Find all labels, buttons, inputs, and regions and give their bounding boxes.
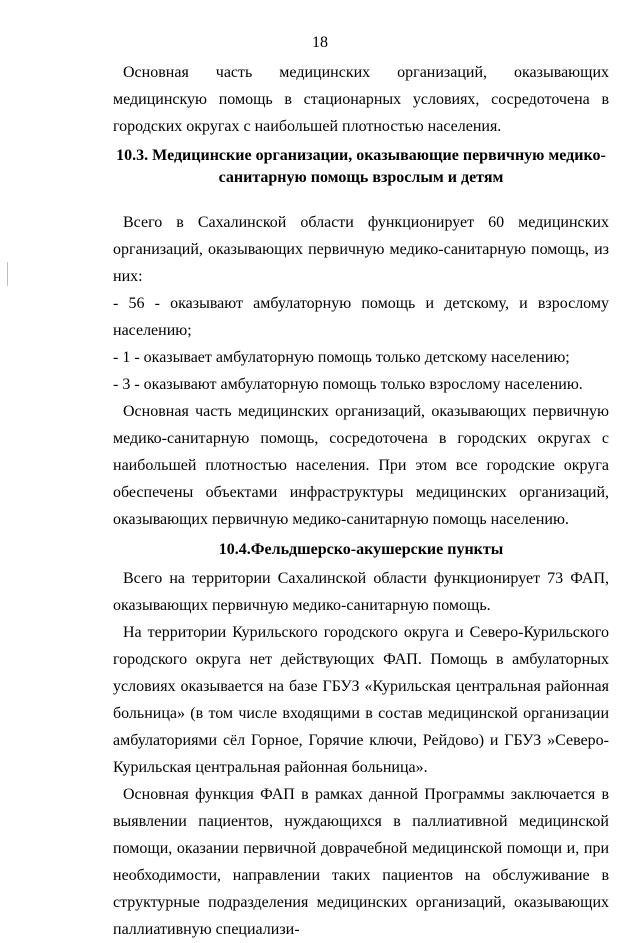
list-item: - 3 - оказывают амбулаторную помощь только взрослому населению. [113, 376, 583, 393]
page-content [113, 59, 609, 943]
paragraph-inpatient-care: Основная часть медицинских организаций, оказывающих медицинскую помощь в стационарных условиях, сосредоточена в городских округах с наибольшей плотностью населения. [113, 64, 609, 135]
paragraph-fap-count: Всего на территории Сахалинской области функционирует 73 ФАП, оказывающих первичную медико-санитарную помощь. [113, 570, 609, 614]
paragraph-fap-function: Основная функция ФАП в рамках данной Программы заключается в выявлении пациентов, нуждающихся в паллиативной медицинской помощи, оказании первичной доврачебной медицинской помощи и, при необходимости, направлении таких пациентов на обслуживание в структурные подразделения медицинских организаций, оказывающих паллиативную специализи- [113, 786, 609, 938]
paragraph-fap-kuril: На территории Курильского городского округа и Северо-Курильского городского округа нет действующих ФАП. Помощь в амбулаторных условиях оказывается на базе ГБУЗ «Курильская центральная районная больница» (в том числе входящими в состав медицинской организации амбулаториями сёл Горное, Горячие ключи, Рейдово) и ГБУЗ »Северо-Курильская центральная районная больница». [113, 624, 609, 776]
list-item: - 1 - оказывает амбулаторную помощь только детскому населению; [113, 349, 570, 366]
scan-margin-mark [7, 262, 8, 286]
page-number: 18 [312, 34, 328, 51]
paragraph-primary-care-intro: Всего в Сахалинской области функционирует 60 медицинских организаций, оказывающих первичную медико-санитарную помощь, из них: [113, 214, 609, 285]
section-heading-fap: 10.4.Фельдшерско-акушерские пункты [218, 541, 504, 558]
section-heading-primary-care: 10.3. Медицинские организации, оказывающие первичную медико-санитарную помощь взрослым и детям [116, 147, 606, 186]
paragraph-primary-care-closing: Основная часть медицинских организаций, оказывающих первичную медико-санитарную помощь, сосредоточена в городских округах с наибольшей плотностью населения. При этом все городские округа обеспечены объектами инфраструктуры медицинских организаций, оказывающих первичную медико-санитарную помощь населению. [113, 403, 609, 528]
list-item: - 56 - оказывают амбулаторную помощь и детскому, и взрослому населению; [113, 295, 609, 339]
